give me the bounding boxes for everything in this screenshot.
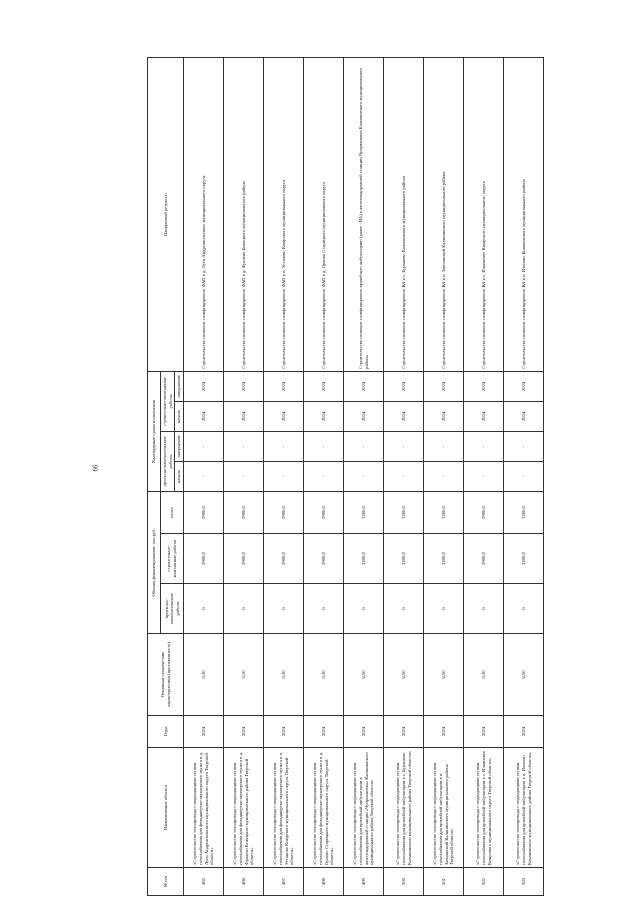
cell-design-start: - — [184, 461, 224, 491]
table-row — [304, 57, 344, 895]
header-years: Годы — [148, 716, 184, 748]
cell-design-end: - — [384, 431, 424, 461]
cell-name: «Строительство газопровода с подводящими сетями газоснабжения для фельдшерско-акушерского пункта в п. Установо Кимрского муниципального округа Тверской области» — [264, 748, 304, 868]
header-design-start: начало — [175, 461, 184, 491]
table-row — [224, 57, 264, 895]
cell-spec: 0,50 — [504, 634, 544, 716]
cell-design: 0 — [184, 584, 224, 634]
cell-total: 3200,0 — [384, 491, 424, 533]
cell-design-end: - — [504, 431, 544, 461]
header-num: № п/п — [148, 868, 184, 896]
header-design-end: завершение — [175, 431, 184, 461]
cell-name: «Строительство газопровода с подводящими сетями газоснабжения для врачебной амбулатории в п. Заволжский Калининского муниципального района Тверской области» — [424, 748, 464, 868]
cell-design-end: - — [224, 431, 264, 461]
cell-name: «Строительство газопровода с подводящими сетями газоснабжения для врачебной амбулатории в с. Бурашево Калининского муниципального района Тверской области» — [384, 748, 424, 868]
cell-design-start: - — [424, 461, 464, 491]
cell-year: 2024 — [424, 716, 464, 748]
cell-total: 3200,0 — [424, 491, 464, 533]
cell-total: 2900,0 — [304, 491, 344, 533]
cell-total: 3200,0 — [344, 491, 384, 533]
cell-spec: 0,30 — [264, 634, 304, 716]
cell-construction: 2900,0 — [304, 534, 344, 584]
cell-construction-start: 2024 — [464, 401, 504, 431]
cell-total: 2900,0 — [184, 491, 224, 533]
cell-construction-start: 2024 — [384, 401, 424, 431]
page-number: 66 — [91, 464, 100, 472]
cell-construction-end: 2024 — [384, 371, 424, 401]
header-specs: Основные технические характеристики (протяженность) — [148, 634, 184, 716]
cell-design-end: - — [264, 431, 304, 461]
cell-construction: 3200,0 — [344, 534, 384, 584]
cell-construction: 2900,0 — [464, 534, 504, 584]
cell-design-start: - — [264, 461, 304, 491]
cell-num: 503 — [504, 868, 544, 896]
cell-design-start: - — [384, 461, 424, 491]
cell-design-start: - — [224, 461, 264, 491]
cell-construction: 2900,0 — [224, 534, 264, 584]
cell-num: 495 — [184, 868, 224, 896]
cell-design-end: - — [464, 431, 504, 461]
cell-result: Строительство позволит газифицировать ФАП в п. Установо Кимрского муниципального округа — [264, 57, 304, 371]
cell-result: Строительство позволит газифицировать ФАП в д. Фралево Бежецкого муниципального района — [224, 57, 264, 371]
cell-design: 0 — [464, 584, 504, 634]
header-result: Ожидаемый результат — [148, 57, 184, 371]
cell-num: 498 — [304, 868, 344, 896]
cell-year: 2024 — [384, 716, 424, 748]
cell-construction: 2900,0 — [264, 534, 304, 584]
table-row — [464, 57, 504, 895]
cell-result: Строительство позволит газифицировать врачебную амбулаторию (далее - ВА) в железнодорожной станции Чуприяновка Калининского муниципального района — [344, 57, 384, 371]
table-row — [264, 57, 304, 895]
cell-year: 2024 — [224, 716, 264, 748]
cell-spec: 0,50 — [344, 634, 384, 716]
document-sheet — [147, 58, 623, 896]
cell-construction-start: 2024 — [344, 401, 384, 431]
table-row — [384, 57, 424, 895]
header-construction-works-cal: строительно-монтажные работы — [161, 371, 175, 431]
table-row — [504, 57, 544, 895]
cell-design: 0 — [344, 584, 384, 634]
header-calendar: Календарные сроки исполнения — [148, 371, 161, 491]
cell-design: 0 — [424, 584, 464, 634]
header-finance: Объемы финансирования, тыс.руб. — [148, 491, 161, 633]
cell-spec: 0,30 — [304, 634, 344, 716]
cell-construction-start: 2024 — [184, 401, 224, 431]
cell-design-start: - — [464, 461, 504, 491]
cell-design-start: - — [344, 461, 384, 491]
header-design-works: проектно-изыскательские работы — [161, 584, 184, 634]
cell-design: 0 — [224, 584, 264, 634]
cell-name: «Строительство газопровода с подводящими сетями газоснабжения для врачебной амбулатории в с. Ильинское Кимрского муниципального округа Тверской области» — [464, 748, 504, 868]
cell-total: 2900,0 — [264, 491, 304, 533]
cell-construction: 2900,0 — [184, 534, 224, 584]
table-row — [424, 57, 464, 895]
cell-design-start: - — [504, 461, 544, 491]
cell-name: «Строительство газопровода с подводящими сетями газоснабжения для фельдшерско-акушерского пункта в д. Луги Андреапольского муниципального округа Тверской области» — [184, 748, 224, 868]
cell-name: «Строительство газопровода с подводящими сетями газоснабжения для фельдшерско-акушерского пункта в д. Орлово Старицкого муниципального округа Тверской области» — [304, 748, 344, 868]
cell-year: 2024 — [344, 716, 384, 748]
cell-total: 2900,0 — [464, 491, 504, 533]
cell-construction: 3200,0 — [424, 534, 464, 584]
cell-construction-end: 2024 — [304, 371, 344, 401]
cell-total: 3200,0 — [504, 491, 544, 533]
cell-num: 500 — [384, 868, 424, 896]
header-construction-end: завершение — [175, 371, 184, 401]
cell-spec: 0,30 — [464, 634, 504, 716]
cell-result: Строительство позволит газифицировать ВА в с. Ильинское Кимрского муниципального округа — [464, 57, 504, 371]
cell-construction-end: 2024 — [424, 371, 464, 401]
cell-result: Строительство позволит газифицировать ВА в п. Изоплит Конаковского муниципального района — [504, 57, 544, 371]
cell-result: Строительство позволит газифицировать ФАП в д. Луги Андреапольского муниципального округа — [184, 57, 224, 371]
cell-num: 502 — [464, 868, 504, 896]
table-row — [184, 57, 224, 895]
cell-design-end: - — [424, 431, 464, 461]
cell-year: 2024 — [184, 716, 224, 748]
cell-name: «Строительство газопровода с подводящими сетями газоснабжения для врачебной амбулатории в п. Изоплит Конаковского муниципального района Тверской области» — [504, 748, 544, 868]
cell-construction-end: 2024 — [224, 371, 264, 401]
header-design-works-cal: проектно-изыскательские работы — [161, 431, 175, 491]
cell-construction: 3200,0 — [384, 534, 424, 584]
cell-spec: 0,50 — [384, 634, 424, 716]
cell-year: 2024 — [504, 716, 544, 748]
cell-design: 0 — [304, 584, 344, 634]
header-construction-works: строительно-монтажные работы — [161, 534, 184, 584]
table-row — [344, 57, 384, 895]
cell-year: 2024 — [304, 716, 344, 748]
cell-construction-end: 2024 — [264, 371, 304, 401]
cell-num: 497 — [264, 868, 304, 896]
cell-construction-end: 2024 — [504, 371, 544, 401]
cell-design: 0 — [264, 584, 304, 634]
header-total: итого — [161, 491, 184, 533]
cell-design-start: - — [304, 461, 344, 491]
cell-construction-start: 2024 — [504, 401, 544, 431]
cell-construction-end: 2024 — [184, 371, 224, 401]
cell-design-end: - — [344, 431, 384, 461]
cell-num: 496 — [224, 868, 264, 896]
cell-design: 0 — [504, 584, 544, 634]
cell-num: 501 — [424, 868, 464, 896]
cell-result: Строительство позволит газифицировать ВА в с. Бурашево Калининского муниципального района — [384, 57, 424, 371]
cell-spec: 0,50 — [424, 634, 464, 716]
cell-construction-start: 2024 — [304, 401, 344, 431]
cell-result: Строительство позволит газифицировать ФАП в д. Орлово Старицкого муниципального округа — [304, 57, 344, 371]
cell-name: «Строительство газопровода с подводящими сетями газоснабжения для врачебной амбулатории в железнодорожной станции «Чуприяновка» Калининского муниципального района Тверской области» — [344, 748, 384, 868]
cell-design-end: - — [304, 431, 344, 461]
cell-name: «Строительство газопровода с подводящими сетями газоснабжения для фельдшерско-акушерского пункта в д. Фралево Бежецкого муниципального района Тверской области» — [224, 748, 264, 868]
cell-construction-start: 2024 — [224, 401, 264, 431]
cell-construction: 3200,0 — [504, 534, 544, 584]
cell-construction-start: 2024 — [424, 401, 464, 431]
cell-design: 0 — [384, 584, 424, 634]
cell-construction-end: 2024 — [344, 371, 384, 401]
cell-year: 2024 — [264, 716, 304, 748]
objects-table — [147, 57, 544, 896]
cell-construction-start: 2024 — [264, 401, 304, 431]
cell-num: 499 — [344, 868, 384, 896]
cell-design-end: - — [184, 431, 224, 461]
cell-spec: 0,10 — [224, 634, 264, 716]
cell-spec: 0,30 — [184, 634, 224, 716]
header-construction-start: начало — [175, 401, 184, 431]
cell-result: Строительство позволит газифицировать ВА в п. Заволжский Калининского муниципального района — [424, 57, 464, 371]
cell-year: 2024 — [464, 716, 504, 748]
cell-construction-end: 2024 — [464, 371, 504, 401]
cell-total: 2900,0 — [224, 491, 264, 533]
header-name: Наименование объекта — [148, 748, 184, 868]
